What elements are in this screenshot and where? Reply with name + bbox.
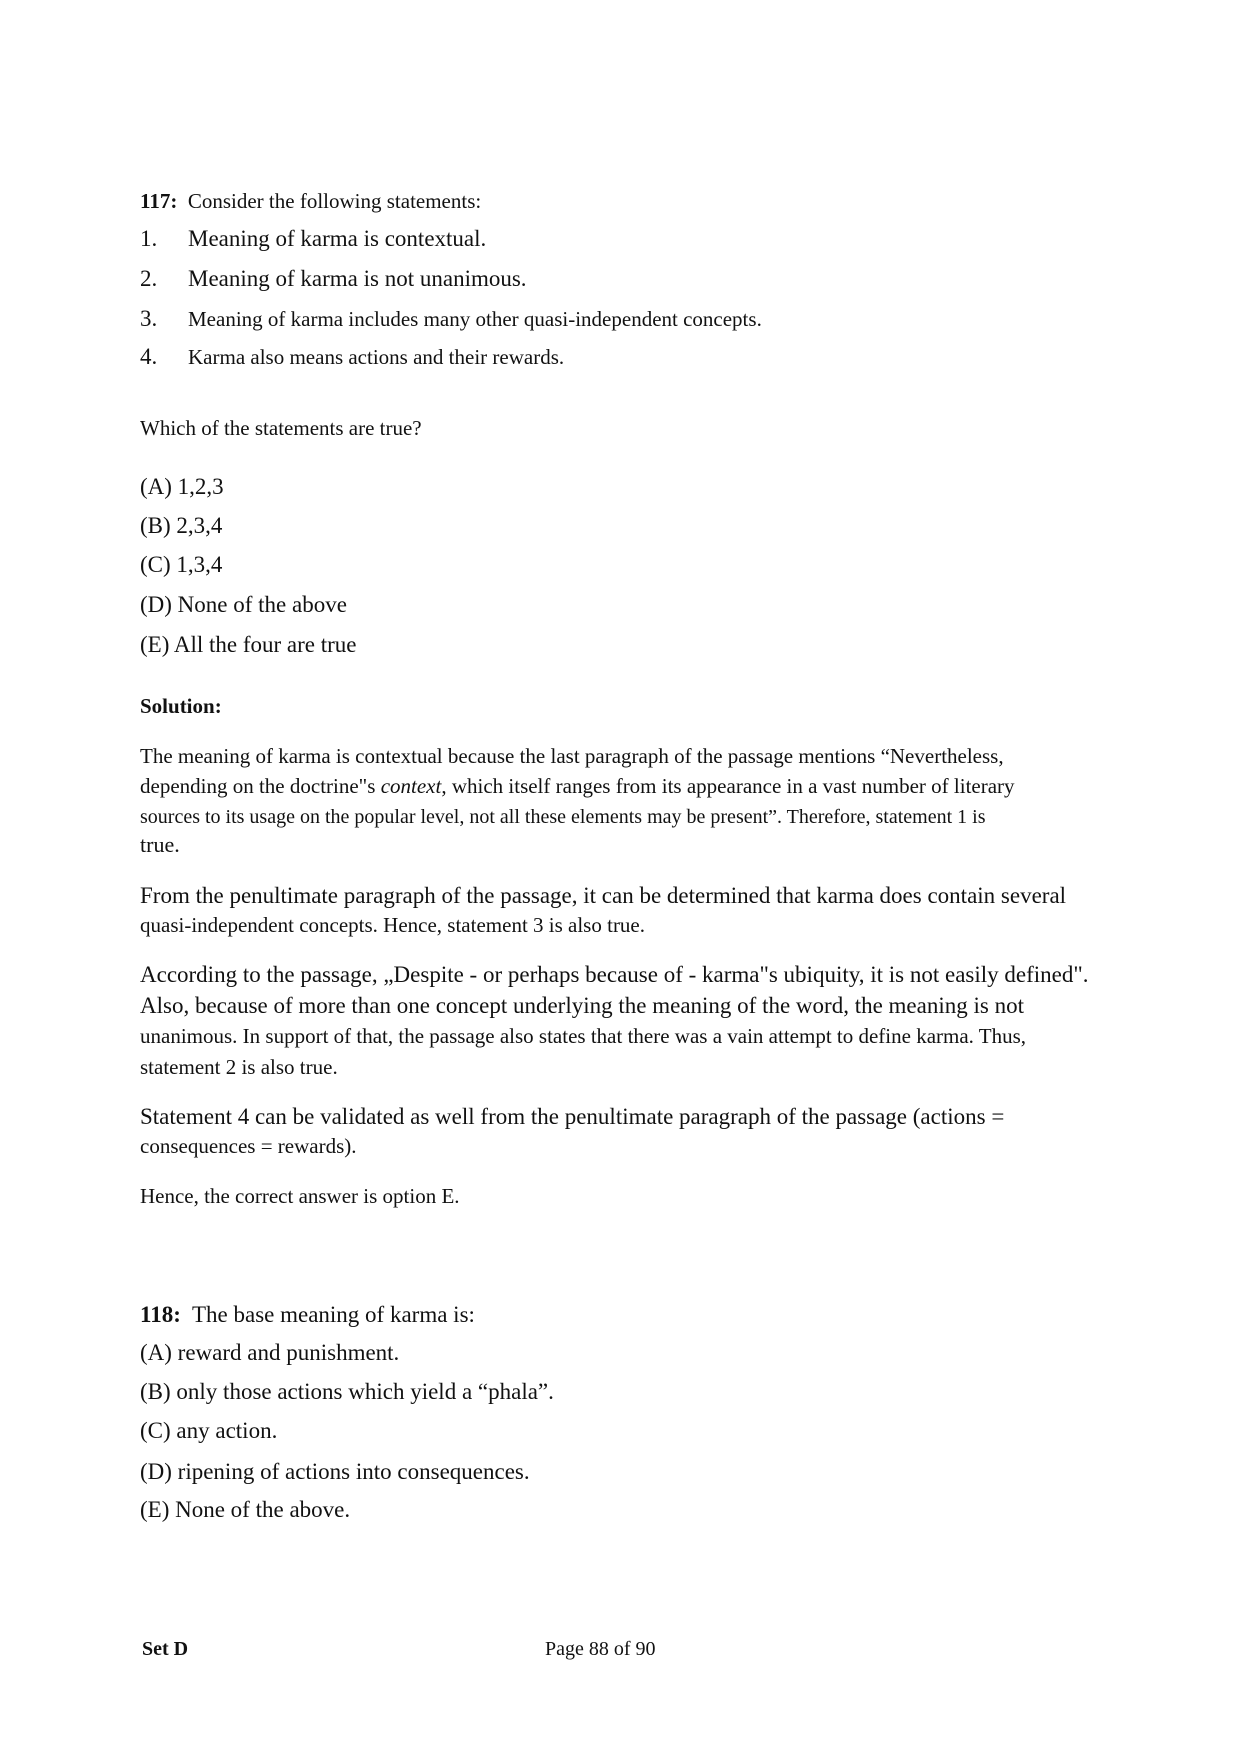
statement-text: Meaning of karma includes many other quasi-independent concepts. [188,307,762,331]
solution-p3-line4: statement 2 is also true. [140,1055,338,1079]
option-d [140,1460,530,1483]
question-prompt: Consider the following statements: [187,189,482,213]
statement-3 [140,307,762,330]
solution-p3-line1: According to the passage, „Despite - or perhaps because of - karma"s ubiquity, it is not easily defined". [140,962,1089,987]
statement-4 [140,345,564,368]
statement-1 [140,227,486,250]
solution-p1-line4: true. [140,832,180,857]
option-e: (E) All the four are true [140,632,357,657]
footer-set-label: Set D [142,1638,189,1660]
option-c: (C) 1,3,4 [140,552,223,577]
text-segment: , which itself ranges from its appearance in a vast number of literary [441,774,1015,798]
footer-page-number: Page 88 of 90 [545,1638,656,1660]
statement-text: Meaning of karma is not unanimous. [188,266,527,291]
question-118-header [140,1303,475,1326]
italic-term: context [380,774,442,798]
solution-p3-line3: unanimous. In support of that, the passage also states that there was a vain attempt to define karma. Thus, [140,1024,1027,1048]
option-b: (B) only those actions which yield a “phala”. [140,1379,554,1404]
solution-p2-line1: From the penultimate paragraph of the passage, it can be determined that karma does contain several [140,883,1067,908]
option-d: (D) None of the above [140,592,347,617]
option-a: (A) 1,2,3 [140,474,224,499]
solution-answer: Hence, the correct answer is option E. [140,1184,460,1208]
solution-p1-line1: The meaning of karma is contextual because the last paragraph of the passage mentions “Nevertheless, [140,744,1004,768]
option-b: (B) 2,3,4 [140,513,223,538]
statement-number: 4. [140,344,158,369]
question-number: 118: [140,1302,181,1327]
statement-text: Meaning of karma is contextual. [188,226,487,251]
question-117-question: Which of the statements are true? [140,416,422,440]
question-prompt: The base meaning of karma is: [191,1302,475,1327]
statement-text: Karma also means actions and their rewards. [188,345,565,369]
statement-number: 1. [140,226,158,251]
question-117-header [140,191,481,212]
solution-p2-line2: quasi-independent concepts. Hence, statement 3 is also true. [140,913,646,937]
solution-p3-line2: Also, because of more than one concept underlying the meaning of the word, the meaning is not [140,993,1024,1018]
option-text: (D) ripening of actions into consequences. [140,1459,530,1484]
statement-number: 2. [140,266,158,291]
option-c: (C) any action. [140,1418,278,1443]
solution-heading: Solution: [140,694,222,718]
solution-p4-line1: Statement 4 can be validated as well from the penultimate paragraph of the passage (actions = [140,1104,1005,1129]
solution-p1-line2 [140,776,1015,797]
option-a: (A) reward and punishment. [140,1340,400,1365]
statement-2 [140,267,527,290]
statement-number: 3. [140,306,158,331]
solution-p1-line3: sources to its usage on the popular level, not all these elements may be present”. Therefore, statement 1 is [140,806,986,828]
question-number: 117: [140,189,178,213]
text-segment: depending on the doctrine"s [140,774,381,798]
document-page [140,0,1200,1755]
solution-p4-line2: consequences = rewards). [140,1134,357,1158]
option-e: (E) None of the above. [140,1497,351,1522]
